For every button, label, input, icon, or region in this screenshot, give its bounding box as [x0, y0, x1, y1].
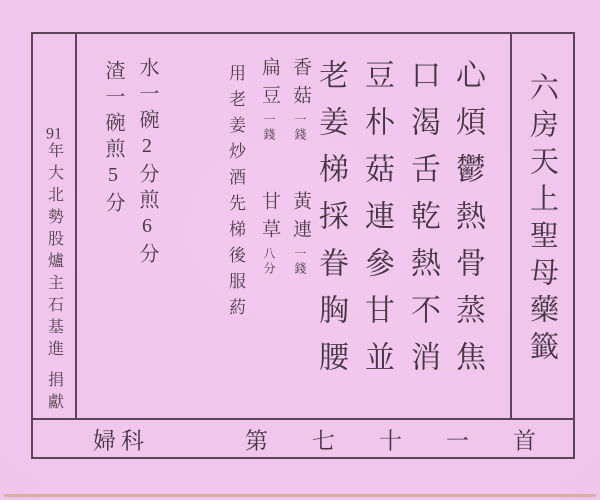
- herb-entry: [287, 57, 314, 143]
- donor-name: 年大北勢股爐主石基進: [45, 142, 63, 362]
- preparation-note: 用老姜炒酒先梯後服葯: [226, 64, 245, 324]
- verse-line-1: 心煩鬱熱骨蒸焦: [451, 59, 484, 388]
- donor-credit-text: [43, 34, 66, 418]
- herb-entry: [256, 57, 283, 143]
- slip-number: 第七十一首: [245, 428, 580, 453]
- prescription-line-1: 豆朴菇連參甘並: [360, 59, 393, 388]
- decoction-instruction-2: 渣一碗煎5分: [102, 60, 124, 218]
- slip-border-frame: [31, 32, 580, 459]
- herb-name: 黃連: [290, 191, 311, 247]
- herb-dosage: 一錢: [262, 113, 276, 143]
- herb-entry: [287, 191, 314, 277]
- prescription-line-2: 老姜梯採眷胸腰: [314, 59, 347, 388]
- category-label: 婦科: [93, 428, 149, 453]
- scan-shadow-edge: [4, 494, 596, 497]
- decoction-instruction-1: 水一碗2分煎6分: [136, 57, 158, 269]
- herb-name: 甘草: [259, 191, 280, 247]
- slip-title: 六房天上聖母藥籤: [526, 72, 558, 368]
- herb-column-2: [256, 57, 283, 277]
- herb-entry: [256, 191, 283, 277]
- herb-name: 香菇: [290, 57, 311, 113]
- herb-name: 扁豆: [259, 57, 280, 113]
- herb-column-1: [287, 57, 314, 277]
- donor-year: 91: [46, 126, 62, 142]
- donor-suffix: 捐獻: [45, 371, 63, 415]
- herb-dosage: 八分: [262, 247, 276, 277]
- donor-column: [33, 34, 77, 418]
- title-column: [510, 34, 573, 418]
- herb-dosage: 一錢: [293, 113, 307, 143]
- verse-line-2: 口渴舌乾熱不消: [406, 59, 439, 388]
- footer-row: [33, 418, 580, 457]
- herb-dosage: 一錢: [293, 247, 307, 277]
- prescription-area: [77, 34, 510, 418]
